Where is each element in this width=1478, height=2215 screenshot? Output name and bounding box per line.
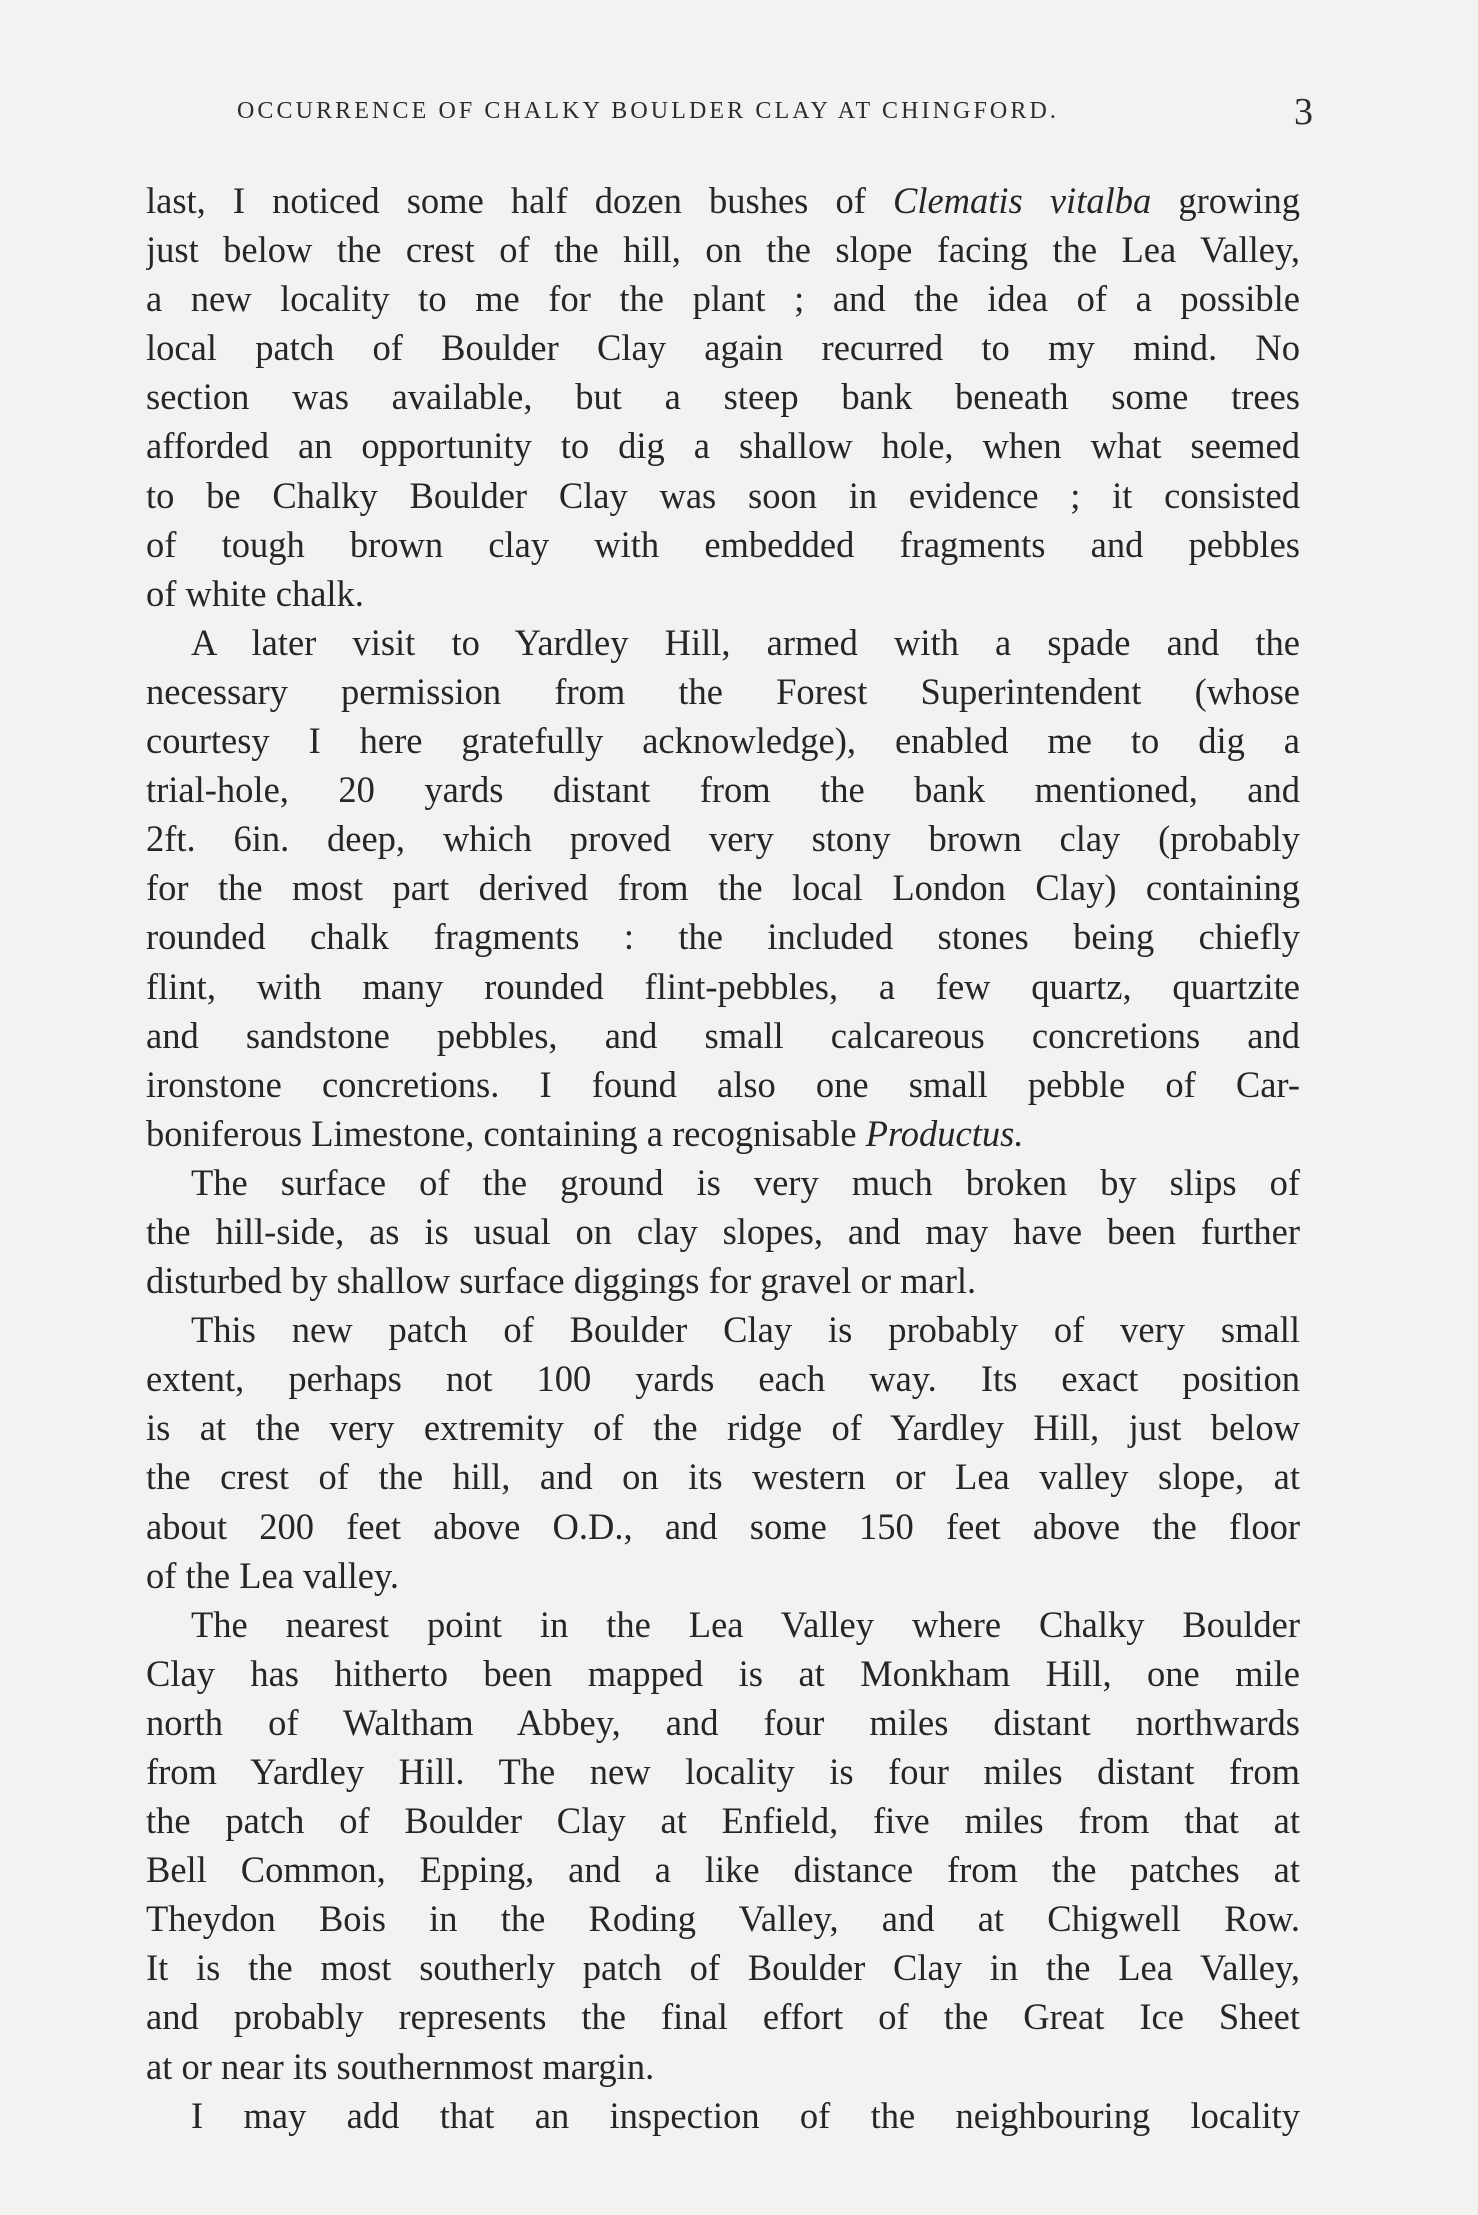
text-line bbox=[146, 372, 1300, 421]
text-line bbox=[146, 1600, 1300, 1649]
text-line bbox=[146, 1551, 1300, 1600]
page-number: 3 bbox=[1294, 91, 1313, 133]
text-run: section was available, but a steep bank beneath some trees bbox=[146, 376, 1300, 418]
text-run: to be Chalky Boulder Clay was soon in evidence ; it consisted bbox=[146, 474, 1300, 516]
text-line bbox=[146, 1060, 1300, 1109]
text-line bbox=[146, 1943, 1300, 1992]
text-line bbox=[146, 274, 1300, 323]
text-run: the hill-side, as is usual on clay slopes, and may have been further bbox=[146, 1210, 1300, 1252]
text-line bbox=[146, 1698, 1300, 1747]
text-run: ironstone concretions. I found also one small pebble of Car- bbox=[146, 1063, 1300, 1105]
text-line bbox=[146, 1158, 1300, 1207]
text-run: A later visit to Yardley Hill, armed with a spade and the bbox=[191, 621, 1300, 663]
text-line bbox=[146, 1354, 1300, 1403]
body-text bbox=[146, 176, 1300, 2140]
text-line bbox=[146, 1845, 1300, 1894]
text-line bbox=[146, 618, 1300, 667]
text-line bbox=[146, 1403, 1300, 1452]
text-run: Bell Common, Epping, and a like distance from the patches at bbox=[146, 1849, 1300, 1891]
text-line bbox=[146, 1011, 1300, 1060]
text-line bbox=[146, 1502, 1300, 1551]
text-line bbox=[146, 814, 1300, 863]
text-line bbox=[146, 765, 1300, 814]
text-run: just below the crest of the hill, on the slope facing the Lea Valley, bbox=[146, 229, 1300, 271]
text-run: I may add that an inspection of the neighbouring locality bbox=[191, 2094, 1300, 2136]
text-line bbox=[146, 1992, 1300, 2041]
text-run: rounded chalk fragments : the included stones being chiefly bbox=[146, 916, 1300, 958]
running-title: OCCURRENCE OF CHALKY BOULDER CLAY AT CHINGFORD. bbox=[237, 98, 1060, 124]
text-run: north of Waltham Abbey, and four miles distant northwards bbox=[146, 1701, 1300, 1743]
text-line bbox=[146, 471, 1300, 520]
text-run: This new patch of Boulder Clay is probably of very small bbox=[191, 1309, 1300, 1351]
text-run: and sandstone pebbles, and small calcareous concretions and bbox=[146, 1014, 1300, 1056]
text-run: of tough brown clay with embedded fragments and pebbles bbox=[146, 523, 1300, 565]
text-run: a new locality to me for the plant ; and the idea of a possible bbox=[146, 278, 1300, 320]
text-line bbox=[146, 1649, 1300, 1698]
text-run: The surface of the ground is very much broken by slips of bbox=[191, 1161, 1300, 1203]
text-run: and probably represents the final effort of the Great Ice Sheet bbox=[146, 1996, 1300, 2038]
text-line bbox=[146, 667, 1300, 716]
text-line bbox=[146, 569, 1300, 618]
text-line bbox=[146, 912, 1300, 961]
text-line bbox=[146, 1452, 1300, 1501]
text-line bbox=[146, 1256, 1300, 1305]
text-run: from Yardley Hill. The new locality is four miles distant from bbox=[146, 1751, 1300, 1792]
running-header bbox=[145, 92, 1313, 142]
text-run: last, I noticed some half dozen bushes of bbox=[146, 180, 893, 221]
text-run: of white chalk. bbox=[146, 572, 364, 614]
text-line bbox=[146, 962, 1300, 1011]
text-line bbox=[146, 1109, 1300, 1158]
text-line bbox=[146, 323, 1300, 372]
text-line bbox=[146, 176, 1300, 225]
text-line bbox=[146, 716, 1300, 765]
text-run: extent, perhaps not 100 yards each way. Its exact position bbox=[146, 1358, 1300, 1400]
text-line bbox=[146, 863, 1300, 912]
text-run: for the most part derived from the local London Clay) containing bbox=[146, 867, 1300, 909]
text-run: is at the very extremity of the ridge of Yardley Hill, just below bbox=[146, 1407, 1300, 1449]
text-run: about 200 feet above O.D., and some 150 feet above the floor bbox=[146, 1505, 1300, 1547]
text-line bbox=[146, 1305, 1300, 1354]
text-run: courtesy I here gratefully acknowledge), enabled me to dig a bbox=[146, 720, 1300, 762]
text-line bbox=[146, 2091, 1300, 2140]
text-run: at or near its southernmost margin. bbox=[146, 2045, 655, 2087]
text-line bbox=[146, 1747, 1300, 1796]
text-line bbox=[146, 2042, 1300, 2091]
text-run: Clay has hitherto been mapped is at Monkham Hill, one mile bbox=[146, 1652, 1300, 1694]
text-run: It is the most southerly patch of Boulder Clay in the Lea Valley, bbox=[146, 1947, 1300, 1989]
text-run: the crest of the hill, and on its western or Lea valley slope, at bbox=[146, 1456, 1300, 1498]
text-run: boniferous Limestone, containing a recognisable bbox=[146, 1112, 866, 1154]
text-line bbox=[146, 421, 1300, 470]
text-run: flint, with many rounded flint-pebbles, a few quartz, quartzite bbox=[146, 965, 1300, 1007]
text-line bbox=[146, 1796, 1300, 1845]
text-run: 2ft. 6in. deep, which proved very stony brown clay (probably bbox=[146, 818, 1300, 860]
text-line bbox=[146, 1207, 1300, 1256]
text-run: trial-hole, 20 yards distant from the bank mentioned, and bbox=[146, 769, 1300, 811]
text-line bbox=[146, 1894, 1300, 1943]
text-run: Theydon Bois in the Roding Valley, and at Chigwell Row. bbox=[146, 1898, 1300, 1940]
text-run: afforded an opportunity to dig a shallow hole, when what seemed bbox=[146, 425, 1300, 467]
text-run: necessary permission from the Forest Superintendent (whose bbox=[146, 670, 1300, 712]
text-run: the patch of Boulder Clay at Enfield, five miles from that at bbox=[146, 1800, 1300, 1842]
italic-text: Clematis vitalba bbox=[892, 180, 1152, 221]
text-run: of the Lea valley. bbox=[146, 1554, 400, 1596]
italic-text: Productus. bbox=[865, 1112, 1024, 1154]
text-run: growing bbox=[1151, 180, 1300, 221]
text-line bbox=[146, 520, 1300, 569]
text-run: The nearest point in the Lea Valley where Chalky Boulder bbox=[191, 1603, 1300, 1645]
text-run: local patch of Boulder Clay again recurred to my mind. No bbox=[146, 327, 1300, 369]
text-run: disturbed by shallow surface diggings for gravel or marl. bbox=[146, 1260, 977, 1302]
text-line bbox=[146, 225, 1300, 274]
